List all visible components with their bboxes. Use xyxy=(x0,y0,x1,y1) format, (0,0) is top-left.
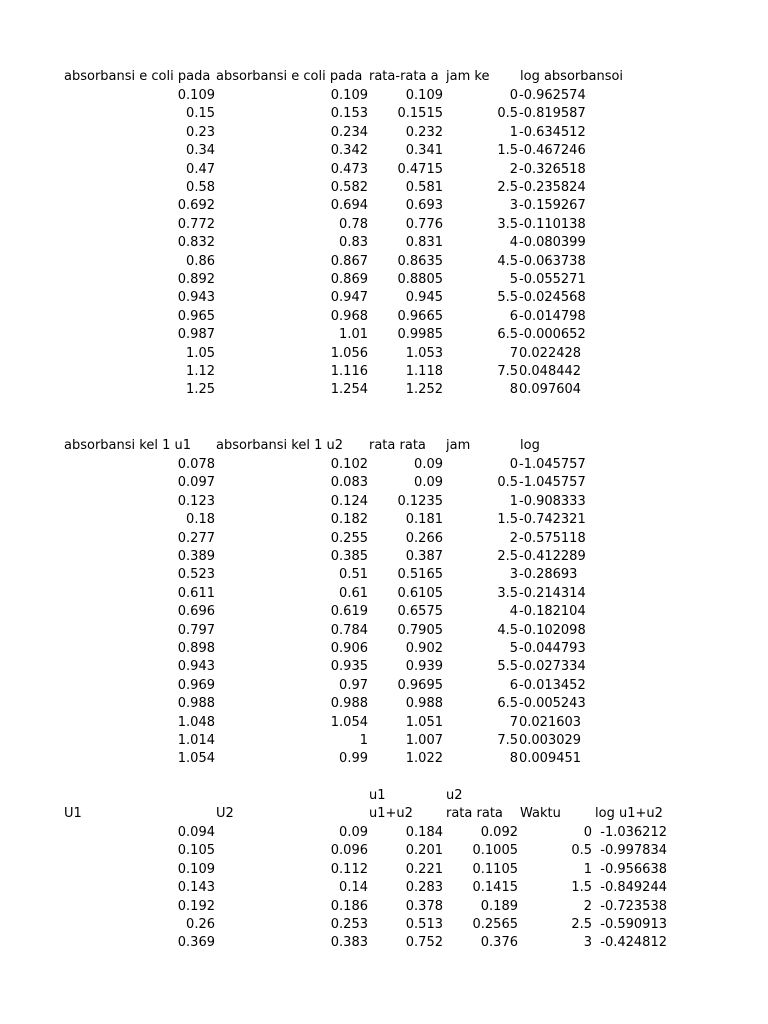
table-cell[interactable]: -0.412289 xyxy=(519,549,586,564)
table2-header-col5[interactable]: log xyxy=(520,438,540,453)
table-cell[interactable]: -0.575118 xyxy=(519,530,586,546)
table-cell[interactable]: -0.214314 xyxy=(519,585,586,601)
table-cell[interactable]: 0.582 xyxy=(330,180,368,195)
table-cell[interactable]: 0.109 xyxy=(330,88,368,103)
table-row xyxy=(0,161,768,179)
table-cell[interactable]: 7 xyxy=(509,345,518,361)
table-cell[interactable]: 0.341 xyxy=(405,143,443,159)
table-cell[interactable]: 0.58 xyxy=(186,180,215,195)
table-row xyxy=(0,934,768,952)
table-cell[interactable]: 1 xyxy=(359,733,368,748)
table-row xyxy=(0,566,768,584)
table-cell[interactable]: 0.9695 xyxy=(397,677,443,693)
table-cell[interactable]: 0.003029 xyxy=(519,733,582,748)
table-row xyxy=(0,861,768,879)
table1-header-col4[interactable]: jam ke xyxy=(446,69,490,84)
table-row xyxy=(0,585,768,603)
table-cell[interactable]: -1.036212 xyxy=(600,825,667,840)
table-row xyxy=(0,308,768,326)
table-cell[interactable]: -1.045757 xyxy=(519,475,586,491)
table-cell[interactable]: 0.99 xyxy=(339,751,368,767)
table-cell[interactable]: 6 xyxy=(509,677,518,693)
table-row xyxy=(0,695,768,713)
table-cell[interactable]: 0.2565 xyxy=(472,917,518,932)
table-cell[interactable]: 5 xyxy=(509,272,518,287)
table-cell[interactable]: 0.385 xyxy=(330,549,368,564)
table-cell[interactable]: 0.14 xyxy=(339,880,368,896)
table-cell[interactable]: -0.908333 xyxy=(519,493,586,509)
table-cell[interactable]: 3 xyxy=(509,567,518,583)
table-cell[interactable]: 0.581 xyxy=(405,180,443,195)
table-cell[interactable]: 2 xyxy=(509,161,518,177)
table-row xyxy=(0,124,768,142)
table-row xyxy=(0,87,768,105)
table-cell[interactable]: 0.189 xyxy=(480,898,518,914)
table-cell[interactable]: 2 xyxy=(583,898,592,914)
table-cell[interactable]: 0.831 xyxy=(405,235,443,251)
table-cell[interactable]: -0.424812 xyxy=(600,935,667,951)
table-cell[interactable]: -0.044793 xyxy=(519,641,586,656)
table-cell[interactable]: -0.013452 xyxy=(519,677,586,693)
table-row xyxy=(0,732,768,750)
table-row xyxy=(0,714,768,732)
table-cell[interactable]: 0.784 xyxy=(330,622,368,638)
table-cell[interactable]: 0.47 xyxy=(186,161,215,177)
table-cell[interactable]: 0.342 xyxy=(330,143,368,159)
table-cell[interactable]: 0.097604 xyxy=(519,382,582,398)
table-cell[interactable]: 1.5 xyxy=(497,143,518,159)
table-cell[interactable]: 0.969 xyxy=(177,677,215,693)
table-row xyxy=(0,363,768,381)
table-cell[interactable]: 5.5 xyxy=(497,290,518,306)
table-row xyxy=(0,622,768,640)
table-cell[interactable]: 0.096 xyxy=(330,843,368,859)
table-row xyxy=(0,750,768,768)
table-cell[interactable]: 1.054 xyxy=(177,751,215,767)
table-row xyxy=(0,179,768,197)
table-row xyxy=(0,142,768,160)
table-cell[interactable]: 0.232 xyxy=(405,124,443,140)
table-cell[interactable]: 0.619 xyxy=(330,604,368,620)
table-cell[interactable]: 7 xyxy=(509,714,518,730)
table-cell[interactable]: 0.221 xyxy=(405,861,443,877)
table-cell[interactable]: 0.378 xyxy=(405,898,443,914)
table-row xyxy=(0,216,768,234)
table-cell[interactable]: 0.094 xyxy=(177,825,215,840)
table1-header-col1[interactable]: absorbansi e coli pada xyxy=(64,69,211,84)
table-cell[interactable]: 0.387 xyxy=(405,549,443,564)
table-cell[interactable]: 0.234 xyxy=(330,124,368,140)
table-cell[interactable]: 3.5 xyxy=(497,216,518,232)
table3-header-col3[interactable]: u1+u2 xyxy=(369,806,413,821)
table-cell[interactable]: 0.6105 xyxy=(397,585,443,601)
table-cell[interactable]: -0.235824 xyxy=(519,180,586,195)
table-cell[interactable]: 8 xyxy=(509,382,518,398)
table-cell[interactable]: 0.8805 xyxy=(397,272,443,287)
table-cell[interactable]: 3 xyxy=(509,198,518,214)
table-cell[interactable]: -0.849244 xyxy=(600,880,667,896)
table-cell[interactable]: 1.116 xyxy=(330,364,368,379)
table-row xyxy=(0,824,768,842)
table-cell[interactable]: 1.048 xyxy=(177,714,215,730)
table-cell[interactable]: -0.000652 xyxy=(519,327,586,343)
table-cell[interactable]: 0.184 xyxy=(405,825,443,840)
table-cell[interactable]: 0.097 xyxy=(177,475,215,491)
table-cell[interactable]: 1.007 xyxy=(405,733,443,748)
table-cell[interactable]: 0.5 xyxy=(571,843,592,859)
table-cell[interactable]: 0.902 xyxy=(405,641,443,656)
table-cell[interactable]: 2.5 xyxy=(497,549,518,564)
table-cell[interactable]: 0.09 xyxy=(414,475,443,491)
table-cell[interactable]: 7.5 xyxy=(497,364,518,379)
table-cell[interactable]: 1 xyxy=(509,124,518,140)
table-cell[interactable]: 0.109 xyxy=(177,88,215,103)
table-cell[interactable]: 0.9985 xyxy=(397,327,443,343)
table-row xyxy=(0,234,768,252)
table-cell[interactable]: 0.988 xyxy=(177,696,215,712)
table-cell[interactable]: 0.906 xyxy=(330,641,368,656)
table-cell[interactable]: 0.97 xyxy=(339,677,368,693)
table-cell[interactable]: 1.252 xyxy=(405,382,443,398)
table-cell[interactable]: 0 xyxy=(509,88,518,103)
table-cell[interactable]: 0.693 xyxy=(405,198,443,214)
table-cell[interactable]: -0.110138 xyxy=(519,216,586,232)
table-row xyxy=(0,105,768,123)
table-cell[interactable]: 4 xyxy=(509,235,518,251)
table-cell[interactable]: -0.005243 xyxy=(519,696,586,712)
table-cell[interactable]: -0.819587 xyxy=(519,106,586,122)
table-cell[interactable]: 0.776 xyxy=(405,216,443,232)
table2-header-col3[interactable]: rata rata xyxy=(369,438,426,453)
table-cell[interactable]: 6.5 xyxy=(497,327,518,343)
table-cell[interactable]: -0.326518 xyxy=(519,161,586,177)
table-row xyxy=(0,253,768,271)
table-cell[interactable]: 0.832 xyxy=(177,235,215,251)
table-cell[interactable]: 4 xyxy=(509,604,518,620)
table-cell[interactable]: 0.109 xyxy=(177,861,215,877)
table-cell[interactable]: 0.105 xyxy=(177,843,215,859)
table-row xyxy=(0,381,768,399)
table2-header-col2[interactable]: absorbansi kel 1 u2 xyxy=(216,438,343,453)
table-cell[interactable]: 0.939 xyxy=(405,659,443,675)
table-cell[interactable]: 0.86 xyxy=(186,253,215,269)
table-row xyxy=(0,677,768,695)
table-cell[interactable]: 0.153 xyxy=(330,106,368,122)
table-cell[interactable]: 0.696 xyxy=(177,604,215,620)
table1-header-col3[interactable]: rata-rata a xyxy=(369,69,439,84)
table-cell[interactable]: -0.182104 xyxy=(519,604,586,620)
table-cell[interactable]: 1.053 xyxy=(405,345,443,361)
table-cell[interactable]: -0.962574 xyxy=(519,88,586,103)
table-cell[interactable]: 0.277 xyxy=(177,530,215,546)
table-cell[interactable]: 0.266 xyxy=(405,530,443,546)
table-cell[interactable]: 0.18 xyxy=(186,512,215,528)
table-cell[interactable]: 0.181 xyxy=(405,512,443,528)
table-cell[interactable]: 1 xyxy=(509,493,518,509)
table-cell[interactable]: 0.34 xyxy=(186,143,215,159)
table-row xyxy=(0,326,768,344)
table-cell[interactable]: -0.742321 xyxy=(519,512,586,528)
table-cell[interactable]: 0.867 xyxy=(330,253,368,269)
table-cell[interactable]: 3 xyxy=(583,935,592,951)
table-row xyxy=(0,640,768,658)
table-cell[interactable]: 0.943 xyxy=(177,659,215,675)
table-cell[interactable]: -0.024568 xyxy=(519,290,586,306)
table-row xyxy=(0,603,768,621)
table-cell[interactable]: 0.9665 xyxy=(397,308,443,324)
table-cell[interactable]: 1.01 xyxy=(339,327,368,343)
table-cell[interactable]: 2.5 xyxy=(571,917,592,932)
table-cell[interactable]: 2 xyxy=(509,530,518,546)
table-cell[interactable]: 0.389 xyxy=(177,549,215,564)
table-cell[interactable]: -0.027334 xyxy=(519,659,586,675)
table-cell[interactable]: 0.009451 xyxy=(519,751,582,767)
table-cell[interactable]: 0.692 xyxy=(177,198,215,214)
table-cell[interactable]: 0.965 xyxy=(177,308,215,324)
table-cell[interactable]: 0.201 xyxy=(405,843,443,859)
table-cell[interactable]: 0.7905 xyxy=(397,622,443,638)
table-cell[interactable]: 0.83 xyxy=(339,235,368,251)
table-cell[interactable]: 0.283 xyxy=(405,880,443,896)
table-cell[interactable]: 1.05 xyxy=(186,345,215,361)
table-cell[interactable]: 0.988 xyxy=(405,696,443,712)
table-cell[interactable]: 0.1415 xyxy=(472,880,518,896)
table-cell[interactable]: 1 xyxy=(583,861,592,877)
table-cell[interactable]: 5.5 xyxy=(497,659,518,675)
table3-top-header-u1[interactable]: u1 xyxy=(369,788,386,803)
table-row xyxy=(0,271,768,289)
table-row xyxy=(0,345,768,363)
table-cell[interactable]: 0.892 xyxy=(177,272,215,287)
table2-header-row xyxy=(0,437,768,455)
table-cell[interactable]: -1.045757 xyxy=(519,457,586,472)
table-cell[interactable]: 0.968 xyxy=(330,308,368,324)
table-cell[interactable]: 0.987 xyxy=(177,327,215,343)
table1-header-col5[interactable]: log absorbansoi xyxy=(520,69,624,84)
table-cell[interactable]: -0.055271 xyxy=(519,272,586,287)
table-cell[interactable]: 7.5 xyxy=(497,733,518,748)
table-cell[interactable]: 0.694 xyxy=(330,198,368,214)
table-cell[interactable]: 0.048442 xyxy=(519,364,582,379)
table-row xyxy=(0,898,768,916)
table-cell[interactable]: 0.6575 xyxy=(397,604,443,620)
table-cell[interactable]: 1.054 xyxy=(330,714,368,730)
table-cell[interactable]: 0.143 xyxy=(177,880,215,896)
table-cell[interactable]: 3.5 xyxy=(497,585,518,601)
table-cell[interactable]: 0.078 xyxy=(177,457,215,472)
table-cell[interactable]: 0.182 xyxy=(330,512,368,528)
table-cell[interactable]: 0.611 xyxy=(177,585,215,601)
table-cell[interactable]: 0.869 xyxy=(330,272,368,287)
table-cell[interactable]: 0.083 xyxy=(330,475,368,491)
table-cell[interactable]: 1.5 xyxy=(571,880,592,896)
table-row xyxy=(0,916,768,934)
table-cell[interactable]: 0.5 xyxy=(497,475,518,491)
table-cell[interactable]: 4.5 xyxy=(497,253,518,269)
table-cell[interactable]: 0.1515 xyxy=(397,106,443,122)
table-cell[interactable]: 0.253 xyxy=(330,917,368,932)
table-row xyxy=(0,658,768,676)
table-cell[interactable]: 0.109 xyxy=(405,88,443,103)
table-cell[interactable]: 0.8635 xyxy=(397,253,443,269)
table2-header-col1[interactable]: absorbansi kel 1 u1 xyxy=(64,438,191,453)
table-row xyxy=(0,548,768,566)
table-cell[interactable]: 0.09 xyxy=(339,825,368,840)
table3-header-col6[interactable]: log u1+u2 xyxy=(595,806,663,821)
table-row xyxy=(0,474,768,492)
table-cell[interactable]: 1.051 xyxy=(405,714,443,730)
table-cell[interactable]: 0.898 xyxy=(177,641,215,656)
table-cell[interactable]: 0.797 xyxy=(177,622,215,638)
table-cell[interactable]: 2.5 xyxy=(497,180,518,195)
table-row xyxy=(0,289,768,307)
table-cell[interactable]: -0.063738 xyxy=(519,253,586,269)
table-cell[interactable]: 0.186 xyxy=(330,898,368,914)
table-cell[interactable]: 0.5165 xyxy=(397,567,443,583)
table-cell[interactable]: 0.192 xyxy=(177,898,215,914)
table-cell[interactable]: -0.28693 xyxy=(519,567,578,583)
table-cell[interactable]: 0.5 xyxy=(497,106,518,122)
table3-header-col1[interactable]: U1 xyxy=(64,806,82,821)
table-cell[interactable]: 0.51 xyxy=(339,567,368,583)
table-cell[interactable]: -0.723538 xyxy=(600,898,667,914)
table-cell[interactable]: -0.956638 xyxy=(600,861,667,877)
table-cell[interactable]: 0.021603 xyxy=(519,714,582,730)
table-cell[interactable]: -0.014798 xyxy=(519,308,586,324)
table-cell[interactable]: -0.467246 xyxy=(519,143,586,159)
table-cell[interactable]: 0.943 xyxy=(177,290,215,306)
table-row xyxy=(0,456,768,474)
table-cell[interactable]: -0.634512 xyxy=(519,124,586,140)
table-cell[interactable]: 0.523 xyxy=(177,567,215,583)
table-cell[interactable]: 6.5 xyxy=(497,696,518,712)
table3-header-col4[interactable]: rata rata xyxy=(446,806,503,821)
table-cell[interactable]: 0.1105 xyxy=(472,861,518,877)
table-cell[interactable]: 0.383 xyxy=(330,935,368,951)
table-cell[interactable]: 0.473 xyxy=(330,161,368,177)
table-cell[interactable]: -0.102098 xyxy=(519,622,586,638)
table-cell[interactable]: 0.123 xyxy=(177,493,215,509)
table-cell[interactable]: 1.118 xyxy=(405,364,443,379)
table-cell[interactable]: 0.376 xyxy=(480,935,518,951)
table-cell[interactable]: -0.997834 xyxy=(600,843,667,859)
table3-header-col2[interactable]: U2 xyxy=(216,806,234,821)
table-cell[interactable]: 0.255 xyxy=(330,530,368,546)
table-cell[interactable]: 1.5 xyxy=(497,512,518,528)
table-cell[interactable]: 0.092 xyxy=(480,825,518,840)
table-cell[interactable]: 0.988 xyxy=(330,696,368,712)
table-cell[interactable]: 0.09 xyxy=(414,457,443,472)
table3-top-header-u2[interactable]: u2 xyxy=(446,788,463,803)
table-cell[interactable]: 0.78 xyxy=(339,216,368,232)
table-cell[interactable]: 0.772 xyxy=(177,216,215,232)
table-cell[interactable]: 0.1235 xyxy=(397,493,443,509)
table-cell[interactable]: 0.112 xyxy=(330,861,368,877)
table1-header-col2[interactable]: absorbansi e coli pada xyxy=(216,69,363,84)
table-cell[interactable]: 0.369 xyxy=(177,935,215,951)
table-row xyxy=(0,842,768,860)
table-cell[interactable]: 0.102 xyxy=(330,457,368,472)
table-cell[interactable]: 0.752 xyxy=(405,935,443,951)
table-row xyxy=(0,879,768,897)
table-row xyxy=(0,511,768,529)
table-cell[interactable]: -0.590913 xyxy=(600,917,667,932)
table-cell[interactable]: 0.15 xyxy=(186,106,215,122)
table3-top-header-row xyxy=(0,787,768,805)
table-row xyxy=(0,493,768,511)
table-cell[interactable]: 0.23 xyxy=(186,124,215,140)
table-cell[interactable]: 0.26 xyxy=(186,917,215,932)
table-cell[interactable]: 0.022428 xyxy=(519,345,582,361)
table-cell[interactable]: 8 xyxy=(509,751,518,767)
table3-header-col5[interactable]: Waktu xyxy=(520,806,561,821)
table-cell[interactable]: 0.935 xyxy=(330,659,368,675)
table-cell[interactable]: 1.014 xyxy=(177,733,215,748)
table-cell[interactable]: 0.947 xyxy=(330,290,368,306)
table-cell[interactable]: 1.056 xyxy=(330,345,368,361)
table-cell[interactable]: 4.5 xyxy=(497,622,518,638)
table2-header-col4[interactable]: jam xyxy=(446,438,471,453)
table-cell[interactable]: 0.945 xyxy=(405,290,443,306)
table-cell[interactable]: 0.124 xyxy=(330,493,368,509)
table-row xyxy=(0,530,768,548)
table1-header-row xyxy=(0,68,768,86)
table-cell[interactable]: 1.25 xyxy=(186,382,215,398)
table-cell[interactable]: 1.12 xyxy=(186,364,215,379)
table-cell[interactable]: 0.513 xyxy=(405,917,443,932)
table-row xyxy=(0,197,768,215)
table-cell[interactable]: 0.61 xyxy=(339,585,368,601)
table-cell[interactable]: 0 xyxy=(583,825,592,840)
table-cell[interactable]: -0.159267 xyxy=(519,198,586,214)
table-cell[interactable]: 6 xyxy=(509,308,518,324)
table-cell[interactable]: -0.080399 xyxy=(519,235,586,251)
table3-header-row xyxy=(0,805,768,823)
table-cell[interactable]: 0 xyxy=(509,457,518,472)
table-cell[interactable]: 1.022 xyxy=(405,751,443,767)
table-cell[interactable]: 5 xyxy=(509,641,518,656)
table-cell[interactable]: 0.4715 xyxy=(397,161,443,177)
table-cell[interactable]: 0.1005 xyxy=(472,843,518,859)
table-cell[interactable]: 1.254 xyxy=(330,382,368,398)
